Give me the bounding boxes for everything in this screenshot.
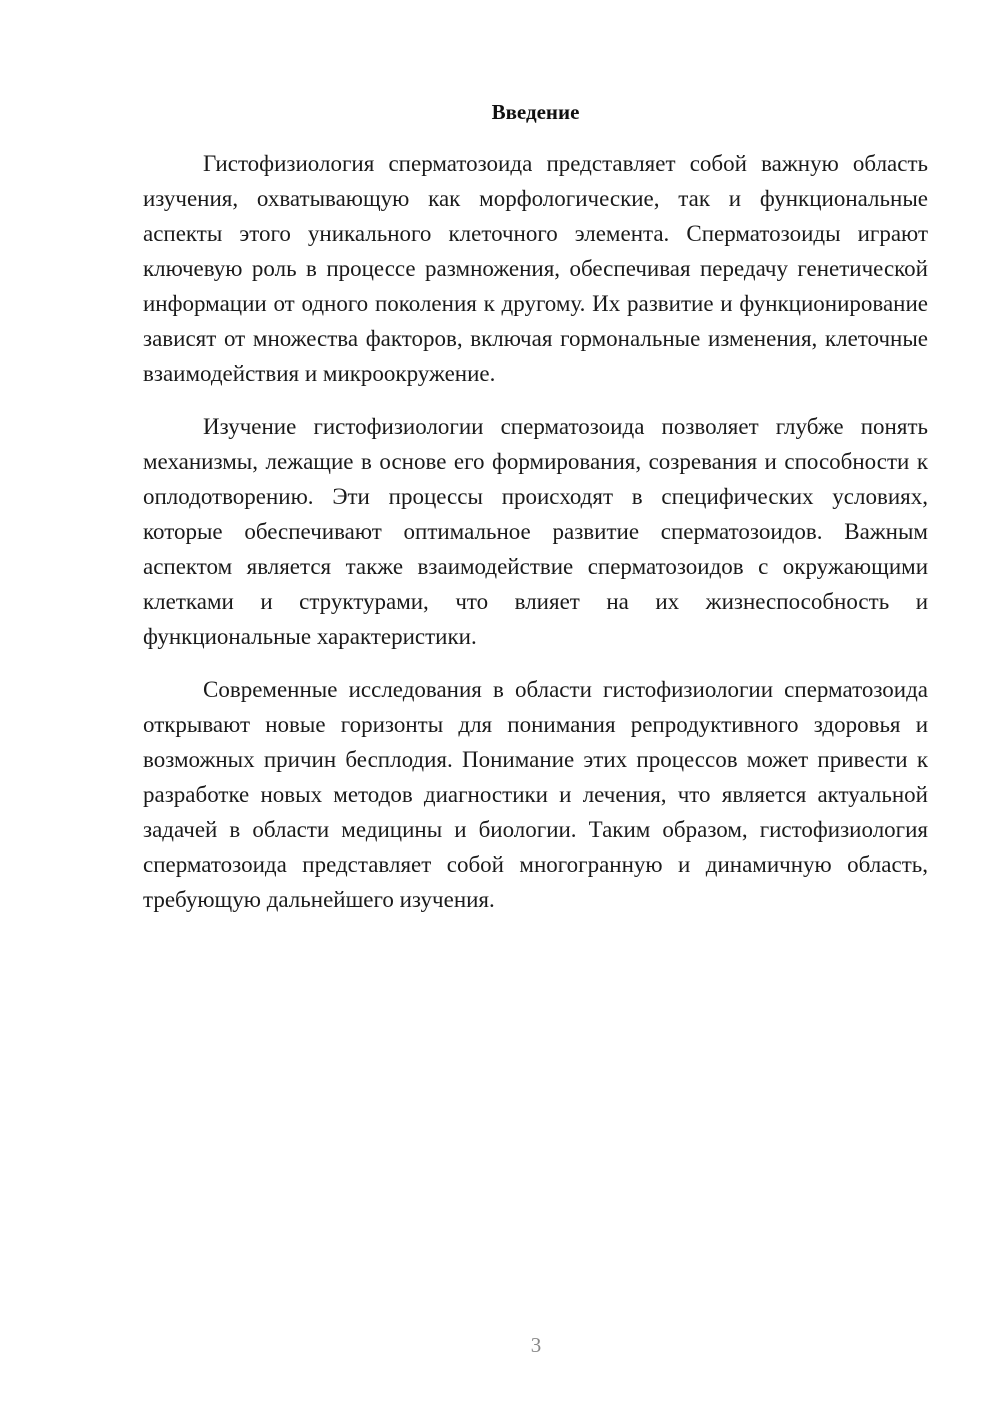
- section-heading: Введение: [491, 100, 580, 124]
- paragraph-1: Гистофизиология сперматозоида представляет собой важную область изучения, охватывающую как морфологические, так и функциональные аспекты этого уникального клеточного элемента. Сперматозоиды играют ключевую роль в процессе размножения, обеспечивая передачу генетической информации от одного поколения к другому. Их развитие и функционирование зависят от множества факторов, включая гормональные изменения, клеточные взаимодействия и микроокружение.: [143, 151, 928, 386]
- page-number: 3: [530, 1333, 542, 1357]
- paragraph-2: Изучение гистофизиологии сперматозоида позволяет глубже понять механизмы, лежащие в основе его формирования, созревания и способности к оплодотворению. Эти процессы происходят в специфических условиях, которые обеспечивают оптимальное развитие сперматозоидов. Важным аспектом является также взаимодействие сперматозоидов с окружающими клетками и структурами, что влияет на их жизнеспособность и функциональные характеристики.: [143, 414, 928, 649]
- page-content: [143, 98, 928, 935]
- paragraph-3: Современные исследования в области гистофизиологии сперматозоида открывают новые горизонты для понимания репродуктивного здоровья и возможных причин бесплодия. Понимание этих процессов может привести к разработке новых методов диагностики и лечения, что является актуальной задачей в области медицины и биологии. Таким образом, гистофизиология сперматозоида представляет собой многогранную и динамичную область, требующую дальнейшего изучения.: [143, 677, 928, 912]
